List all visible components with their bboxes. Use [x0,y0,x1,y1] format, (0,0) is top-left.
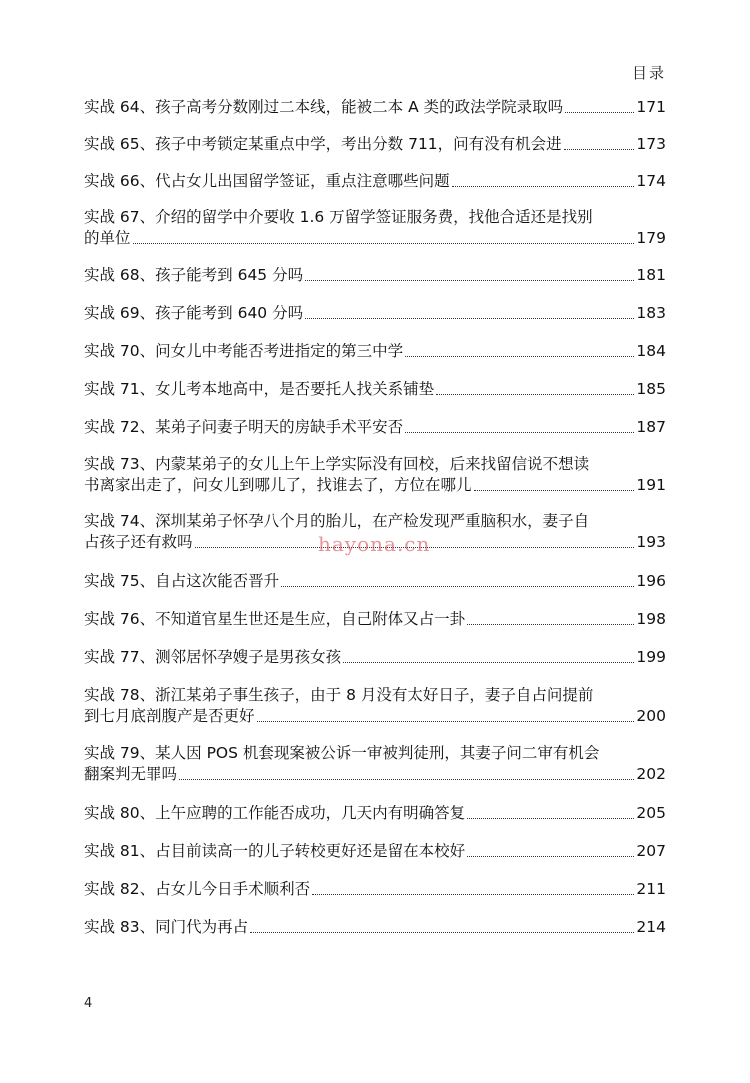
dot-leader [564,148,635,150]
toc-entry-text: 的单位 [84,229,131,247]
toc-entry[interactable] [84,134,666,155]
dot-leader [257,720,635,722]
toc-entry-page-number: 211 [636,880,666,898]
dot-leader [343,661,634,663]
toc-entry[interactable] [84,341,666,362]
toc-entry-page-number: 174 [636,172,666,190]
toc-entry-page-number: 184 [636,342,666,360]
toc-entry-text: 实战 75、自占这次能否晋升 [84,572,280,590]
toc-entry-text: 实战 69、孩子能考到 640 分吗 [84,304,304,322]
dot-leader [474,489,635,491]
toc-entry-page-number: 205 [636,804,666,822]
toc-entry[interactable] [84,97,666,118]
toc-entry[interactable] [84,743,666,785]
toc-entry-text: 书离家出走了，问女儿到哪儿了，找谁去了，方位在哪儿 [84,476,472,494]
dot-leader [133,242,635,244]
dot-leader [250,931,634,933]
toc-entry-text-line: 实战 67、介绍的留学中介要收 1.6 万留学签证服务费，找他合适还是找别 [84,208,593,226]
toc-entry-page-number: 199 [636,648,666,666]
toc-entry-text: 实战 80、上午应聘的工作能否成功，几天内有明确答复 [84,804,466,822]
toc-entry-page-number: 191 [636,476,666,494]
footer-page-number: 4 [84,996,93,1011]
toc-entry-text-line: 实战 78、浙江某弟子事生孩子，由于 8 月没有太好日子，妻子自占问提前 [84,686,594,704]
toc-entry-page-number: 200 [636,707,666,725]
dot-leader [467,623,634,625]
toc-entry-text: 实战 64、孩子高考分数刚过二本线，能被二本 A 类的政法学院录取吗 [84,98,564,116]
toc-entry-text: 实战 72、某弟子问妻子明天的房缺手术平安否 [84,418,404,436]
toc-entry-text: 实战 77、测邻居怀孕嫂子是男孩女孩 [84,648,342,666]
toc-entry-page-number: 183 [636,304,666,322]
watermark: hayona.cn [318,532,431,556]
toc-entry-page-number: 185 [636,380,666,398]
toc-entry[interactable] [84,207,666,249]
toc-entry[interactable] [84,571,666,592]
toc-entry[interactable] [84,647,666,668]
toc-entry-page-number: 202 [636,765,666,783]
toc-entry-text: 实战 81、占目前读高一的儿子转校更好还是留在本校好 [84,842,466,860]
dot-leader [312,893,634,895]
toc-entry[interactable] [84,609,666,630]
toc-entry-page-number: 193 [636,533,666,551]
toc-entry-text: 实战 68、孩子能考到 645 分吗 [84,266,304,284]
header-title: 目录 [631,64,666,82]
toc-entry[interactable] [84,303,666,324]
toc-entry-text: 实战 66、代占女儿出国留学签证，重点注意哪些问题 [84,172,450,190]
toc-entry[interactable] [84,379,666,400]
toc-entry-text: 到七月底剖腹产是否更好 [84,707,255,725]
dot-leader [305,317,634,319]
toc-entry-text: 实战 82、占女儿今日手术顺利否 [84,880,311,898]
dot-leader [405,431,634,433]
toc-entry-text: 实战 65、孩子中考锁定某重点中学，考出分数 711，问有没有机会进 [84,135,562,153]
toc-entry[interactable] [84,841,666,862]
toc-entry-text: 实战 70、问女儿中考能否考进指定的第三中学 [84,342,404,360]
toc-entry-text-line: 实战 73、内蒙某弟子的女儿上午上学实际没有回校，后来找留信说不想读 [84,455,590,473]
toc-entry-page-number: 196 [636,572,666,590]
toc-entry[interactable] [84,917,666,938]
toc-entry[interactable] [84,454,666,496]
toc-entry-page-number: 181 [636,266,666,284]
dot-leader [179,778,634,780]
toc-entry[interactable] [84,171,666,192]
toc-entry-text-line: 实战 79、某人因 POS 机套现案被公诉一审被判徒刑，其妻子问二审有机会 [84,744,600,762]
toc-entry-text: 实战 71、女儿考本地高中，是否要托人找关系铺垫 [84,380,435,398]
dot-leader [281,585,634,587]
toc-entry[interactable] [84,685,666,727]
toc-entry-page-number: 214 [636,918,666,936]
dot-leader [467,855,634,857]
toc-entry-text: 实战 83、同门代为再占 [84,918,249,936]
toc-entry-page-number: 179 [636,229,666,247]
dot-leader [467,817,634,819]
dot-leader [405,355,634,357]
toc-entry[interactable] [84,417,666,438]
dot-leader [565,111,634,113]
toc-entry-page-number: 207 [636,842,666,860]
toc-entry-page-number: 198 [636,610,666,628]
toc-entry[interactable] [84,879,666,900]
toc-entry-text: 实战 76、不知道官星生世还是生应，自己附体又占一卦 [84,610,466,628]
toc-entry[interactable] [84,265,666,286]
toc-entry-page-number: 173 [636,135,666,153]
toc-entry-text-line: 实战 74、深圳某弟子怀孕八个月的胎儿，在产检发现严重脑积水，妻子自 [84,512,590,530]
toc-entry-text: 翻案判无罪吗 [84,765,178,783]
dot-leader [305,279,634,281]
dot-leader [436,393,634,395]
toc-entry-page-number: 171 [636,98,666,116]
toc-entry-page-number: 187 [636,418,666,436]
toc-entry-text: 占孩子还有救吗 [84,533,193,551]
dot-leader [452,185,635,187]
toc-entry[interactable] [84,803,666,824]
